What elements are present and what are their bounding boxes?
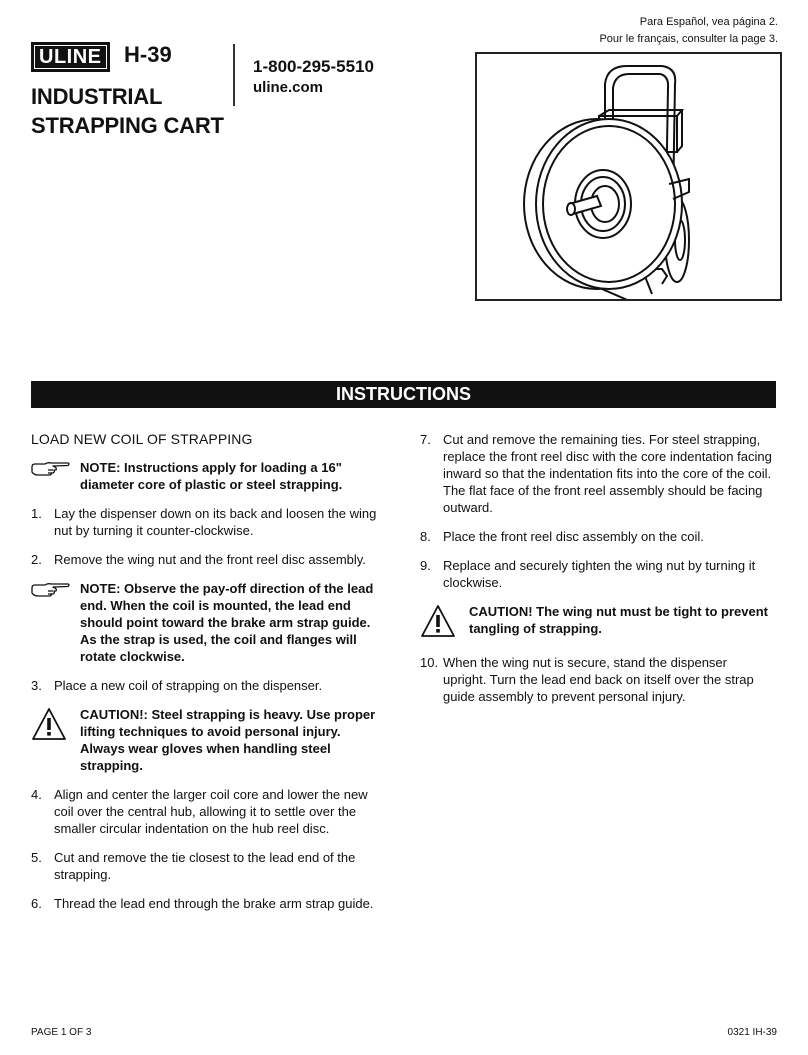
- step-item: [420, 528, 772, 545]
- step-text: Place a new coil of strapping on the dispenser.: [54, 678, 323, 693]
- hand-pointer-icon: [31, 580, 80, 665]
- spanish-note: Para Español, vea página 2.: [639, 16, 778, 28]
- uline-logo: ULINE: [31, 42, 110, 72]
- step-number: 9.: [420, 558, 431, 573]
- french-note: Pour le français, consulter la page 3.: [599, 33, 778, 45]
- section-heading: LOAD NEW COIL OF STRAPPING: [31, 431, 253, 447]
- website: uline.com: [253, 79, 324, 96]
- header-divider: [233, 44, 235, 106]
- step-item: [31, 849, 383, 883]
- warning-triangle-icon: [420, 603, 469, 642]
- instructions-banner: INSTRUCTIONS: [31, 381, 776, 408]
- document-code: 0321 IH-39: [727, 1027, 777, 1038]
- step-item: [420, 654, 772, 705]
- step-text: Replace and securely tighten the wing nut by turning it clockwise.: [443, 558, 756, 590]
- step-number: 1.: [31, 506, 42, 521]
- model-number: H-39: [124, 42, 172, 67]
- title-line-2: STRAPPING CART: [31, 113, 224, 138]
- strapping-cart-illustration: [475, 52, 782, 301]
- step-number: 4.: [31, 787, 42, 802]
- note-text: NOTE: Observe the pay-off direction of the lead end. When the coil is mounted, the lead end should point toward the brake arm strap guide. As the strap is used, the coil and flanges will rotate clockwise.: [80, 581, 374, 664]
- page-title: [31, 82, 224, 140]
- step-item: [31, 551, 383, 568]
- step-item: [31, 505, 383, 539]
- step-text: Lay the dispenser down on its back and loosen the wing nut by turning it counter-clockwise.: [54, 506, 377, 538]
- step-number: 10.: [420, 655, 439, 670]
- warning-triangle-icon: [31, 706, 80, 774]
- step-number: 2.: [31, 552, 42, 567]
- right-column: [420, 431, 772, 717]
- phone-number: 1-800-295-5510: [253, 57, 374, 76]
- title-line-1: INDUSTRIAL: [31, 84, 163, 109]
- left-column: [31, 431, 383, 924]
- step-item: [31, 895, 383, 912]
- step-text: Remove the wing nut and the front reel disc assembly.: [54, 552, 366, 567]
- step-number: 8.: [420, 529, 431, 544]
- step-number: 3.: [31, 678, 42, 693]
- step-item: [420, 557, 772, 591]
- step-item: [420, 431, 772, 516]
- step-number: 6.: [31, 896, 42, 911]
- caution-text: CAUTION! The wing nut must be tight to prevent tangling of strapping.: [469, 604, 768, 636]
- cart-drawing: [477, 54, 780, 299]
- step-item: [31, 677, 383, 694]
- page-number: PAGE 1 OF 3: [31, 1027, 92, 1038]
- step-text: When the wing nut is secure, stand the dispenser upright. Turn the lead end back on itself over the strap guide assembly to prevent personal injury.: [443, 655, 754, 704]
- step-text: Place the front reel disc assembly on the coil.: [443, 529, 704, 544]
- caution-text: CAUTION!: Steel strapping is heavy. Use proper lifting techniques to avoid personal injury. Always wear gloves when handling steel strapping.: [80, 707, 376, 773]
- step-text: Align and center the larger coil core and lower the new coil over the central hub, allowing it to settle over the smaller circular indentation on the hub reel disc.: [54, 787, 368, 836]
- step-number: 7.: [420, 432, 431, 447]
- step-number: 5.: [31, 850, 42, 865]
- caution-item: [420, 603, 772, 642]
- note-item: [31, 580, 383, 665]
- step-item: [31, 786, 383, 837]
- step-text: Cut and remove the tie closest to the lead end of the strapping.: [54, 850, 356, 882]
- note-text: NOTE: Instructions apply for loading a 16" diameter core of plastic or steel strapping.: [80, 460, 343, 492]
- caution-item: [31, 706, 383, 774]
- step-text: Thread the lead end through the brake arm strap guide.: [54, 896, 374, 911]
- step-text: Cut and remove the remaining ties. For steel strapping, replace the front reel disc with the core indentation facing inward so that the indentation fits into the core of the coil. The flat face of the front reel assembly should be facing outward.: [443, 432, 772, 515]
- note-item: [31, 459, 383, 493]
- hand-pointer-icon: [31, 459, 80, 493]
